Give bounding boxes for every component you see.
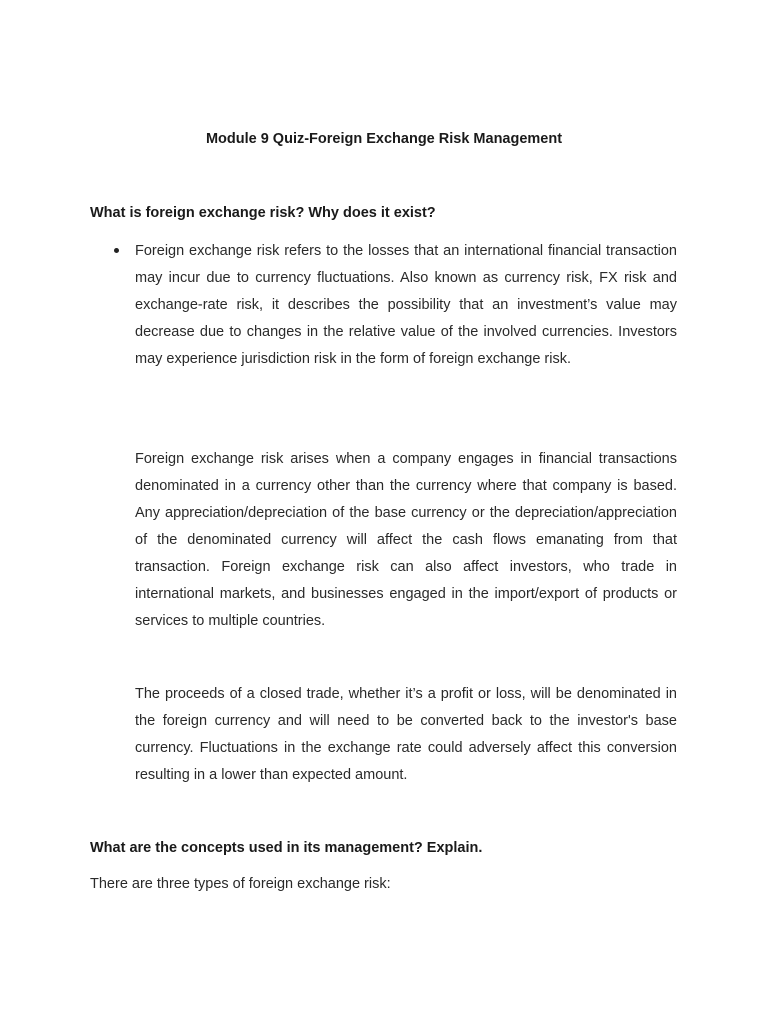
question-heading: What is foreign exchange risk? Why does it exist?: [90, 205, 436, 221]
answer-paragraph: The proceeds of a closed trade, whether it’s a profit or loss, will be denominated in the foreign currency and will need to be converted back to the investor's base currency. Fluctuations in the exchange rate could adversely affect this conversion resulting in a lower than expected amount.: [135, 686, 677, 783]
question-heading: What are the concepts used in its management? Explain.: [90, 840, 483, 856]
bullet-point: [114, 248, 119, 253]
answer-paragraph: Foreign exchange risk arises when a company engages in financial transactions denominated in a currency other than the currency where that company is based. Any appreciation/depreciation of the base currency or the depreciation/appreciation of the denominated currency will affect the cash flows emanating from that transaction. Foreign exchange risk can also affect investors, who trade in international markets, and businesses engaged in the import/export of products or services to multiple countries.: [135, 451, 677, 629]
answer-paragraph: Foreign exchange risk refers to the losses that an international financial transaction may incur due to currency fluctuations. Also known as currency risk, FX risk and exchange-rate risk, it describes the possibility that an investment’s value may decrease due to changes in the relative value of the involved currencies. Investors may experience jurisdiction risk in the form of foreign exchange risk.: [135, 243, 677, 367]
document-title: Module 9 Quiz-Foreign Exchange Risk Management: [205, 131, 563, 147]
body-text: There are three types of foreign exchange risk:: [90, 876, 391, 892]
